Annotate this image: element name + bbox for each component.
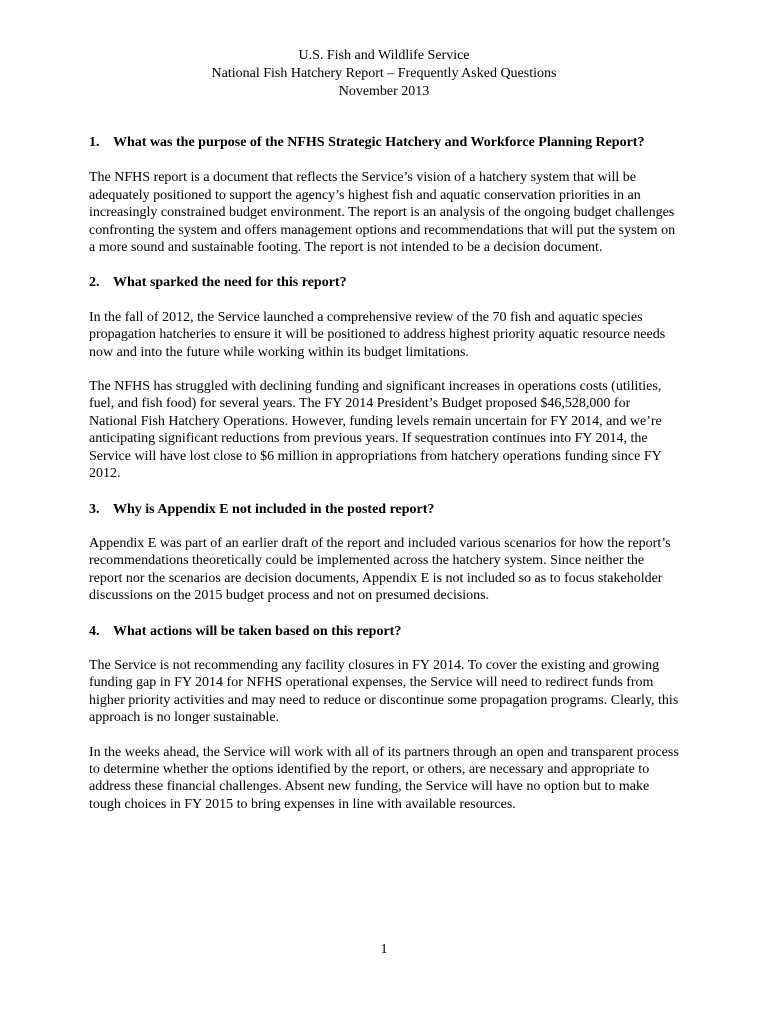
- question-3-number: 3.: [89, 501, 100, 517]
- question-4-number: 4.: [89, 623, 100, 639]
- question-2-number: 2.: [89, 275, 100, 291]
- answer-3: Appendix E was part of an earlier draft of the report and included various scenarios for how the report’s recommendations theoretically could be implemented across the hatchery system. Since neither the report nor the scenarios are decision documents, Appendix E is not included so as to focus stakeholder discussions on the 2015 budget process and not on presumed decisions.: [89, 535, 671, 604]
- answer-2-paragraph-2: The NFHS has struggled with declining funding and significant increases in operations costs (utilities, fuel, and fish food) for several years. The FY 2014 President’s Budget proposed $46,528,000 for National Fish Hatchery Operations. However, funding levels remain uncertain for FY 2014, and we’re anticipating significant reductions from previous years. If sequestration continues into FY 2014, the Service will have lost close to $6 million in appropriations from hatchery operations funding since FY 2012.: [89, 379, 662, 482]
- header-date: November 2013: [338, 84, 430, 99]
- answer-1: The NFHS report is a document that reflects the Service’s vision of a hatchery system that will be adequately positioned to support the agency’s highest fish and aquatic conservation priorities in an increasingly constrained budget environment. The report is an analysis of the ongoing budget challenges confronting the system and offers management options and recommendations that will put the system on a more sound and sustainable footing. The report is not intended to be a decision document.: [89, 170, 676, 256]
- faq-content: [89, 134, 681, 813]
- question-2: [89, 274, 681, 291]
- page-number: 1: [380, 942, 388, 957]
- question-1-text: What was the purpose of the NFHS Strategic Hatchery and Workforce Planning Report?: [113, 135, 645, 150]
- question-3: [89, 501, 681, 518]
- header-title: National Fish Hatchery Report – Frequently Asked Questions: [211, 66, 557, 81]
- answer-2-paragraph-1: In the fall of 2012, the Service launched a comprehensive review of the 70 fish and aquatic species propagation hatcheries to ensure it will be positioned to address highest priority aquatic resource needs now and into the future while working within its budget limitations.: [89, 309, 666, 360]
- question-1-number: 1.: [89, 135, 100, 150]
- answer-4-paragraph-2: In the weeks ahead, the Service will work with all of its partners through an open and transparent process to determine whether the options identified by the report, or others, are necessary and appropriate to address these financial challenges. Absent new funding, the Service will have no option but to make tough choices in FY 2015 to bring expenses in line with available resources.: [89, 744, 679, 812]
- answer-4-paragraph-1: The Service is not recommending any facility closures in FY 2014. To cover the existing and growing funding gap in FY 2014 for NFHS operational expenses, the Service will need to redirect funds from higher priority activities and may need to reduce or discontinue some propagation programs. Clearly, this approach is no longer sustainable.: [89, 657, 679, 726]
- question-4: [89, 623, 681, 640]
- question-3-text: Why is Appendix E not included in the posted report?: [113, 501, 435, 517]
- document-header: [0, 47, 768, 101]
- question-4-text: What actions will be taken based on this report?: [113, 623, 402, 639]
- question-1: [89, 134, 681, 151]
- question-2-text: What sparked the need for this report?: [113, 275, 347, 291]
- header-organization: U.S. Fish and Wildlife Service: [298, 48, 470, 63]
